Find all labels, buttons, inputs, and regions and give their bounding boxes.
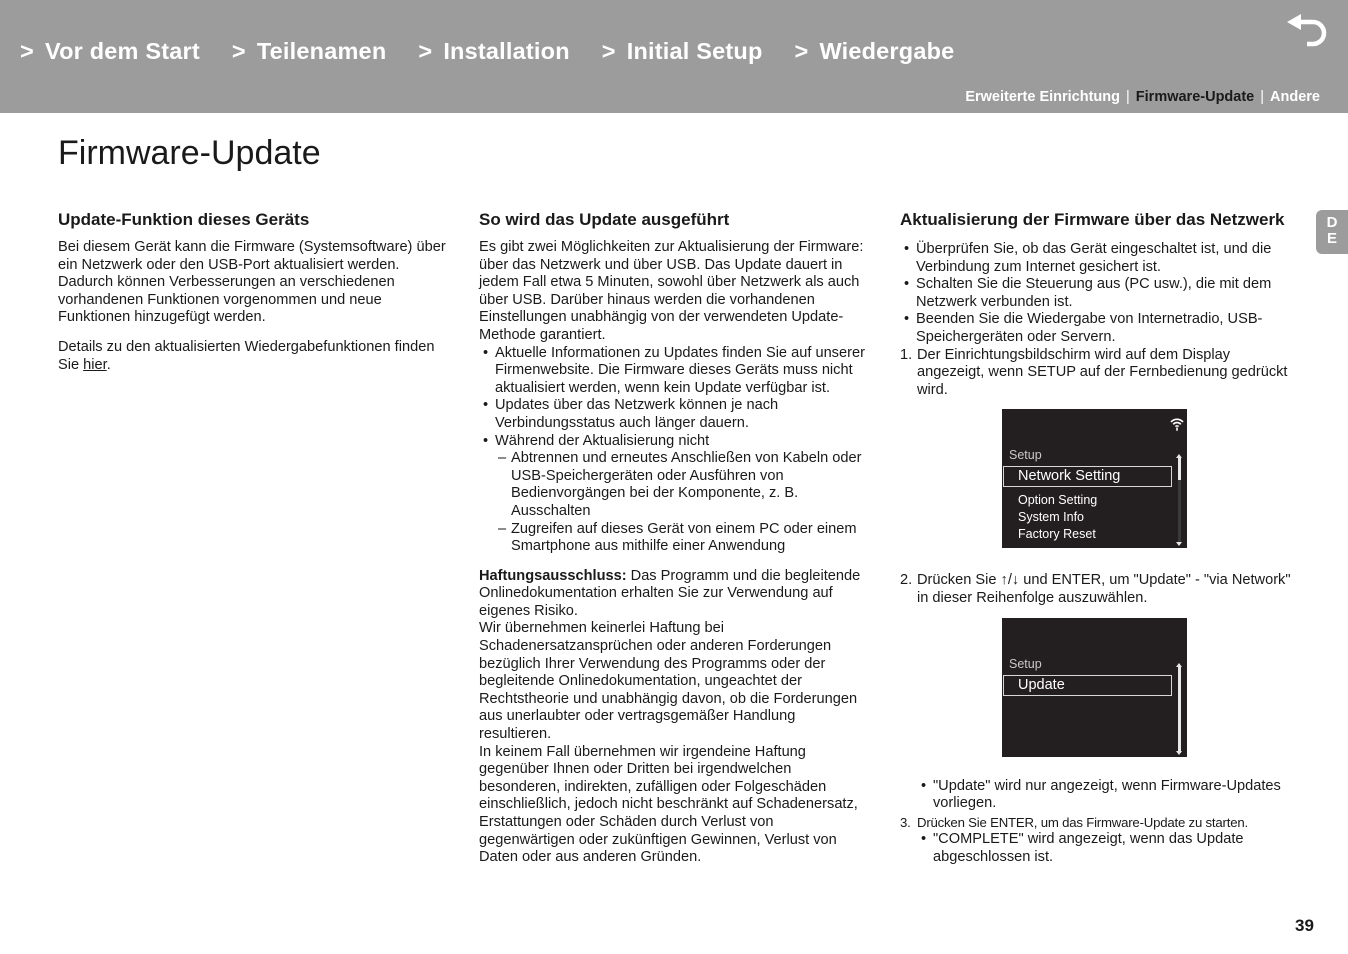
chevron-right-icon: > <box>20 38 34 64</box>
step-number: 1. <box>900 346 913 363</box>
lang-letter: E <box>1326 230 1337 247</box>
subnav-andere[interactable]: Andere <box>1270 89 1320 105</box>
disclaimer-paragraph <box>479 568 871 621</box>
screen-title: Setup <box>1009 448 1042 463</box>
section-heading: So wird das Update ausgeführt <box>479 210 730 229</box>
step-text: Der Einrichtungsbildschirm wird auf dem Display angezeigt, wenn SETUP auf der Fernbedienung gedrückt wird. <box>917 346 1288 398</box>
return-arrow-icon[interactable] <box>1285 13 1329 53</box>
section-heading: Update-Funktion dieses Geräts <box>58 210 310 229</box>
nav-vor-dem-start[interactable] <box>20 38 200 65</box>
bullet-item: • Überprüfen Sie, ob das Gerät eingeschaltet ist, und die Verbindung zum Internet gesichert ist. <box>900 241 1295 276</box>
nav-installation[interactable] <box>418 38 569 65</box>
chevron-right-icon: > <box>601 38 616 64</box>
menu-item: System Info <box>1018 510 1084 525</box>
paragraph: Bei diesem Gerät kann die Firmware (Systemsoftware) über ein Netzwerk oder den USB-Port aktualisiert werden. Dadurch können Verbesserungen an verschiedenen vorhandenen Funktionen vorgenommen und neue Funktionen hinzugefügt werden. <box>58 239 446 326</box>
step-number: 2. <box>900 572 913 589</box>
chevron-right-icon: > <box>418 38 433 64</box>
sub-navigation <box>965 89 1320 105</box>
bullet-item: • Während der Aktualisierung nicht <box>479 433 871 451</box>
disclaimer-label: Haftungsausschluss: <box>479 567 627 584</box>
lang-letter: D <box>1326 214 1338 231</box>
nav-wiedergabe[interactable] <box>795 38 955 65</box>
selected-menu-item: Network Setting <box>1003 466 1172 487</box>
nav-teilenamen[interactable] <box>232 38 387 65</box>
step-item <box>900 814 1295 832</box>
nav-initial-setup[interactable] <box>602 38 763 65</box>
display-screen-update <box>1002 618 1187 757</box>
scrollbar-thumb <box>1178 667 1181 753</box>
selected-menu-item: Update <box>1003 675 1172 696</box>
scroll-down-arrow-icon <box>1176 751 1182 755</box>
nav-label: Installation <box>443 38 570 64</box>
dash-item: – Zugreifen auf dieses Gerät von einem PC oder einem Smartphone aus mithilfe einer Anwendung <box>479 521 871 556</box>
language-tab <box>1316 210 1348 254</box>
text: Details zu den aktualisierten Wiedergabefunktionen finden Sie <box>58 338 435 373</box>
subnav-separator: | <box>1260 89 1265 105</box>
main-navigation <box>20 38 986 65</box>
text: . <box>106 356 111 373</box>
dash-item: – Abtrennen und erneutes Anschließen von Kabeln oder USB-Speichergeräten oder Ausführen von Bedienvorgängen bei der Komponente, z. B. Ausschalten <box>479 450 871 520</box>
screen-title: Setup <box>1009 656 1042 671</box>
text: Das Programm und die begleitende Onlinedokumentation erhalten Sie zur Verwendung auf eigenes Risiko. <box>479 567 861 619</box>
step-item <box>900 347 1295 400</box>
paragraph: Wir übernehmen keinerlei Haftung bei Schadenersatzansprüchen oder anderen Forderungen bezüglich Ihrer Verwendung des Programms oder der begleitende Onlinedokumentation, ungeachtet der Rechtstheorie und unabhängig davon, ob die Forderungen aus unerlaubter oder vertragsgemäßer Handlung resultieren. <box>479 620 858 743</box>
page-number: 39 <box>1295 916 1314 935</box>
bullet-item: • Aktuelle Informationen zu Updates finden Sie auf unserer Firmenwebsite. Die Firmware dieses Geräts muss nicht aktualisiert werden, wenn kein Update verfügbar ist. <box>479 345 871 398</box>
subnav-erweiterte-einrichtung[interactable]: Erweiterte Einrichtung <box>965 89 1121 105</box>
paragraph <box>58 339 450 374</box>
nav-label: Wiedergabe <box>819 38 955 64</box>
subnav-separator: | <box>1126 89 1130 105</box>
bullet-item: • Schalten Sie die Steuerung aus (PC usw.), die mit dem Netzwerk verbunden ist. <box>900 276 1295 311</box>
chevron-right-icon: > <box>794 38 809 64</box>
header-bar <box>0 0 1348 113</box>
bullet-item: • Updates über das Netzwerk können je nach Verbindungsstatus auch länger dauern. <box>479 397 871 432</box>
hier-link[interactable]: hier <box>83 356 107 373</box>
display-screen-setup <box>1002 409 1187 548</box>
step-text: Drücken Sie ENTER, um das Firmware-Update zu starten. <box>917 814 1248 830</box>
menu-item: Option Setting <box>1018 493 1098 508</box>
nav-label: Teilenamen <box>256 38 387 64</box>
column-update-ausfuehrung <box>479 209 871 867</box>
menu-item: Factory Reset <box>1018 527 1096 542</box>
section-heading: Aktualisierung der Firmware über das Netzwerk <box>900 210 1285 229</box>
column-netzwerk-update <box>900 209 1295 867</box>
subnav-firmware-update[interactable]: Firmware-Update <box>1135 89 1255 105</box>
step-item <box>900 572 1295 607</box>
wifi-icon <box>1170 417 1184 431</box>
nav-label: Initial Setup <box>626 38 763 64</box>
scroll-down-arrow-icon <box>1176 542 1182 546</box>
step-text: Drücken Sie ↑/↓ und ENTER, um "Update" - "via Network" in dieser Reihenfolge auszuwählen. <box>917 572 1291 606</box>
chevron-right-icon: > <box>231 38 246 64</box>
paragraph: In keinem Fall übernehmen wir irgendeine Haftung gegenüber Ihnen oder Dritten bei irgendwelchen besonderen, indirekten, zufälligen oder Folgeschäden einschließlich, jedoch nicht beschränkt auf Schadenersatz, Erstattungen oder Schäden durch Verlust von gegenwärtigen oder zukünftigen Gewinnen, Verlust von Daten oder aus anderen Gründen. <box>479 743 858 866</box>
bullet-item: • "COMPLETE" wird angezeigt, wenn das Update abgeschlossen ist. <box>900 831 1295 866</box>
page-title: Firmware-Update <box>58 134 321 172</box>
bullet-item: • "Update" wird nur angezeigt, wenn Firmware-Updates vorliegen. <box>900 778 1295 813</box>
paragraph: Es gibt zwei Möglichkeiten zur Aktualisierung der Firmware: über das Netzwerk und über USB. Das Update dauert in jedem Fall etwa 5 Minuten, sowohl über Netzwerk als auch über USB. Darüber hinaus werden die vorhandenen Einstellungen unabhängig von der verwendeten Update-Methode garantiert. <box>479 239 864 343</box>
nav-label: Vor dem Start <box>44 38 200 64</box>
bullet-item: • Beenden Sie die Wiedergabe von Internetradio, USB-Speichergeräten oder Servern. <box>900 311 1295 346</box>
scrollbar-thumb <box>1178 458 1181 480</box>
column-update-funktion <box>58 209 450 374</box>
step-number: 3. <box>900 814 911 830</box>
